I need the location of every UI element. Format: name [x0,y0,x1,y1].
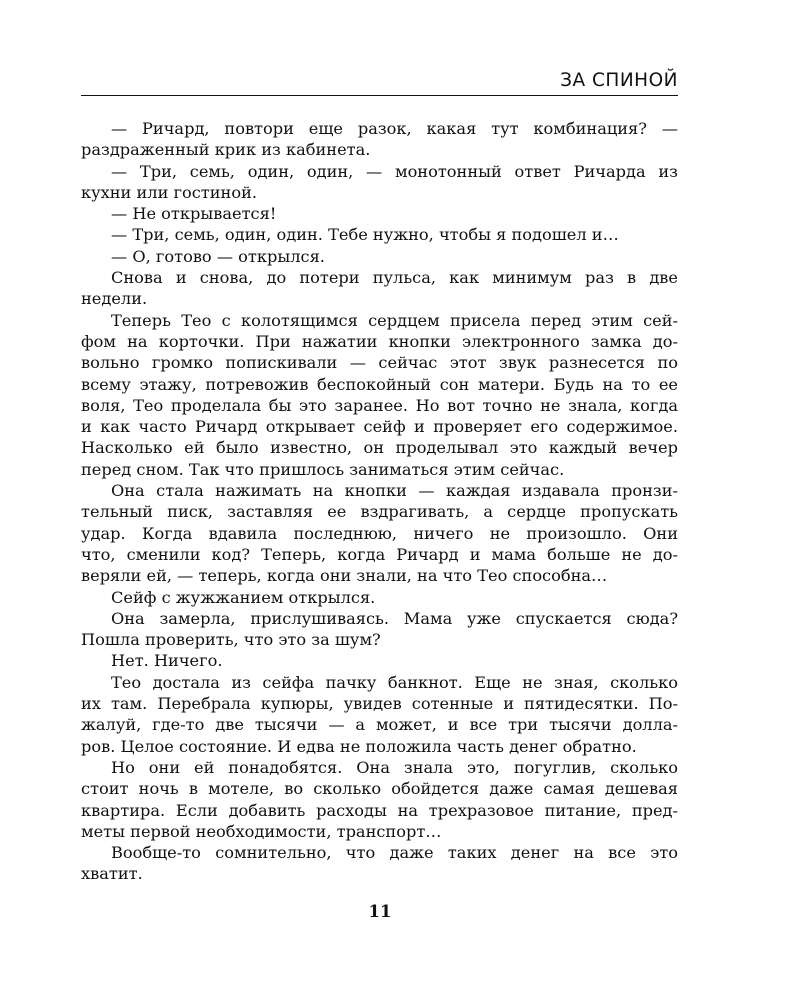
text-line: Нет. Ничего. [111,651,223,671]
text-line: хватит. [81,864,143,884]
text-line: — Три, семь, один, один. Тебе нужно, чтобы я подошел и… [111,225,619,245]
text-line: ров. Целое состояние. И едва не положила часть денег обратно. [81,736,637,756]
text-line: — Ричард, повтори еще разок, какая тут комбинация? — [111,119,678,138]
text-line: Она стала нажимать на кнопки — каждая издавала пронзи- [111,481,678,501]
text-line: Она замерла, прислушиваясь. Мама уже спускается сюда? [111,608,678,628]
text-line: их там. Перебрала купюры, увидев сотенные и пятидесятки. По- [81,694,678,714]
text-line: — Не открывается! [111,204,277,224]
running-head: ЗА СПИНОЙ [560,70,678,91]
page-text [81,118,678,885]
text-line: перед сном. Так что пришлось заниматься этим сейчас. [81,459,565,479]
text-line: Вообще-то сомнительно, что даже таких денег на все это [111,843,678,863]
page-number: 11 [368,902,392,921]
text-line: жалуй, где-то две тысячи — а может, и все три тысячи долла- [81,715,678,735]
text-line: что, сменили код? Теперь, когда Ричард и мама больше не до- [81,544,678,564]
text-line: — О, готово — открылся. [111,246,325,266]
text-line: Пошла проверить, что это за шум? [81,630,381,650]
text-line: кухни или гостиной. [81,182,258,202]
text-line: недели. [81,289,148,309]
text-line: стоит ночь в мотеле, во сколько обойдется даже самая дешевая [81,779,678,799]
text-line: веряли ей, — теперь, когда они знали, на что Тео способна… [81,566,608,586]
text-line: воля, Тео проделала бы это заранее. Но вот точно не знала, когда [81,395,678,415]
text-line: и как часто Ричард открывает сейф и проверяет его содержимое. [81,417,678,437]
text-line: Снова и снова, до потери пульса, как минимум раз в две [111,268,678,288]
text-line: удар. Когда вдавила последнюю, ничего не произошло. Они [81,523,678,543]
text-line: тельный писк, заставляя ее вздрагивать, а сердце пропускать [81,502,678,522]
text-line: Сейф с жужжанием открылся. [111,587,376,607]
text-line: Теперь Тео с колотящимся сердцем присела перед этим сей- [111,310,678,330]
text-line: всему этажу, потревожив беспокойный сон матери. Будь на то ее [81,374,678,394]
header-rule [81,95,678,96]
text-line: — Три, семь, один, один, — монотонный ответ Ричарда из [111,161,678,181]
text-line: Тео достала из сейфа пачку банкнот. Еще не зная, сколько [111,672,678,692]
text-line: раздраженный крик из кабинета. [81,140,371,160]
text-line: Но они ей понадобятся. Она знала это, погуглив, сколько [111,757,678,777]
text-line: фом на корточки. При нажатии кнопки электронного замка до- [81,331,678,351]
text-line: квартира. Если добавить расходы на трехразовое питание, пред- [81,800,678,820]
text-line: вольно громко попискивали — сейчас этот звук разнесется по [81,353,678,373]
text-line: меты первой необходимости, транспорт… [81,821,442,841]
text-line: Насколько ей было известно, он проделывал это каждый вечер [81,438,678,458]
